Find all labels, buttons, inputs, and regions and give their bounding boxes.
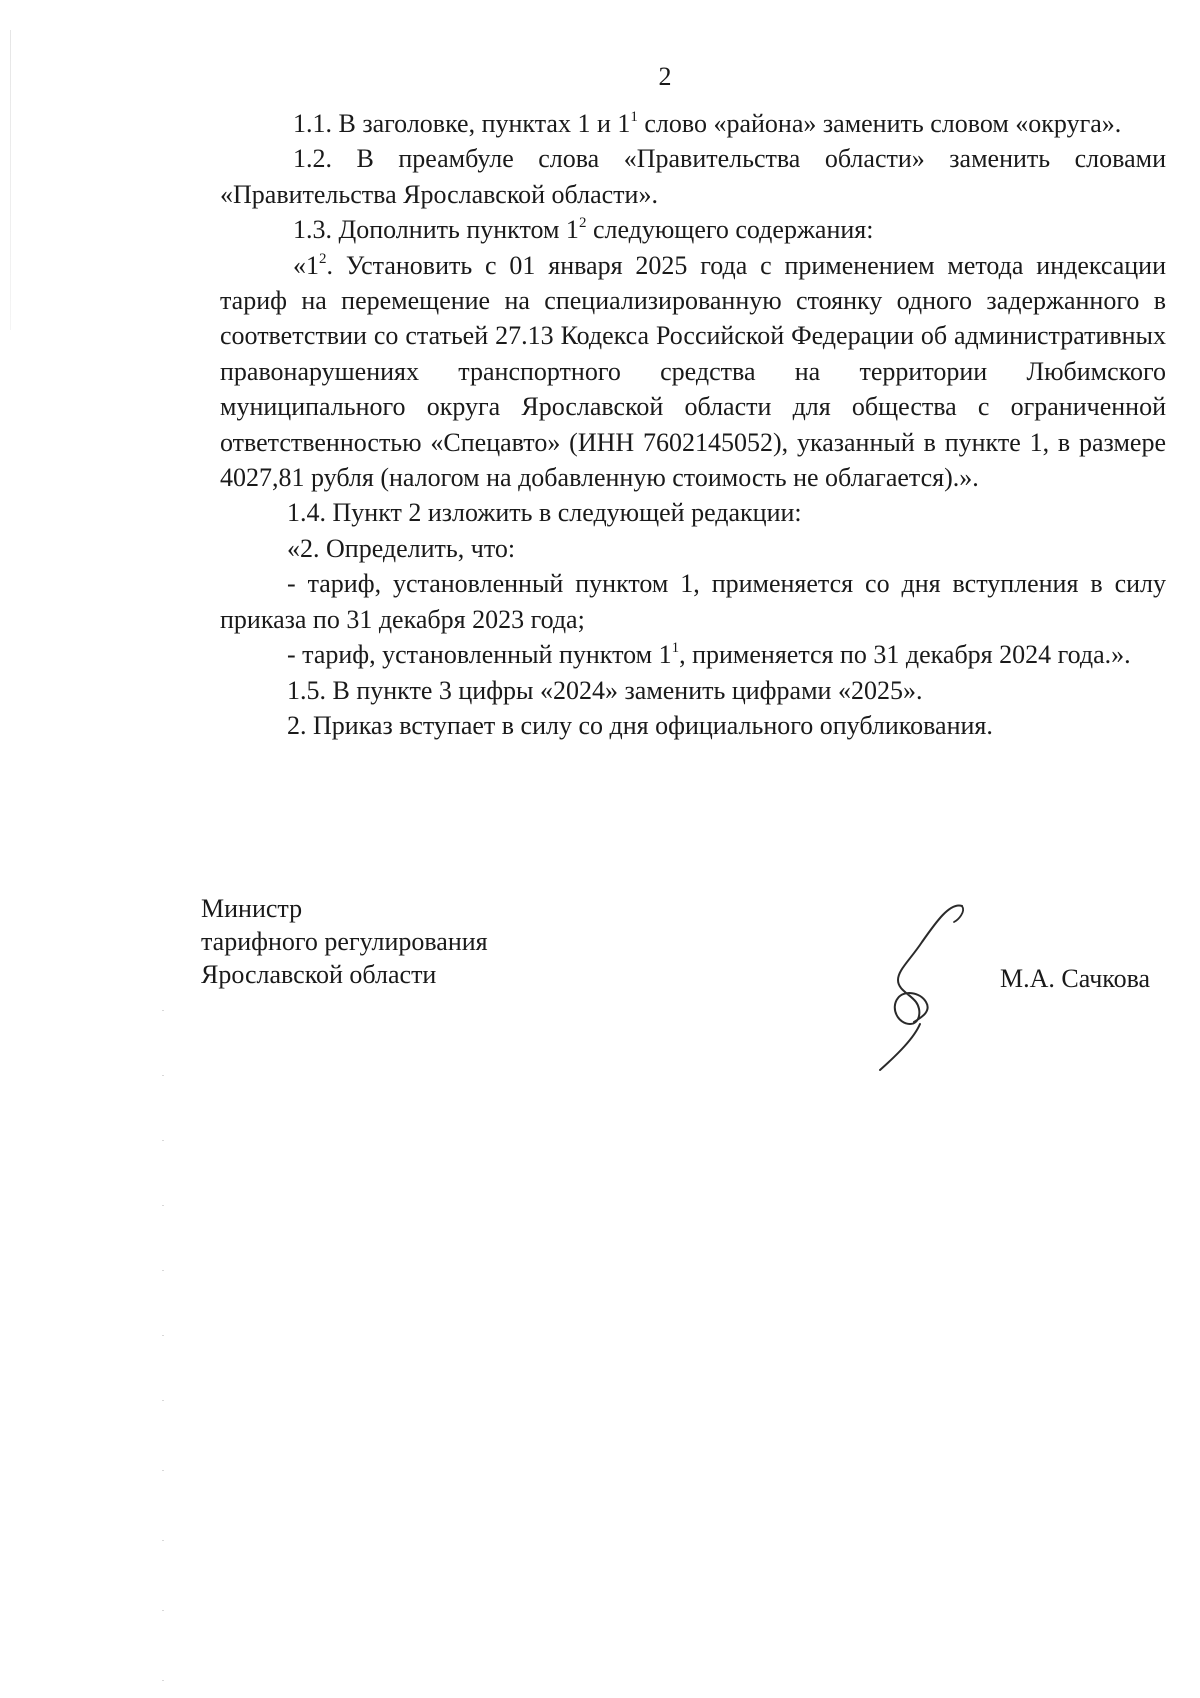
position-line-1: Министр: [201, 894, 303, 923]
page-number: 2: [658, 62, 672, 91]
item-1-5: 1.5. В пункте 3 цифры «2024» заменить цифрами «2025».: [287, 675, 923, 705]
item-1-3: 1.3. Дополнить пунктом $1^2$ следующего содержания:: [293, 215, 874, 245]
signatory-position: [201, 892, 488, 991]
item-1-2: 1.2. В преамбуле слова «Правительства области» заменить словами «Правительства Ярославской области».: [220, 144, 1166, 209]
handwritten-signature: [870, 898, 980, 1072]
signer-name: М.А. Сачкова: [1000, 964, 1151, 993]
order-body: [220, 106, 1166, 743]
item-1-4: 1.4. Пункт 2 изложить в следующей редакции:: [287, 498, 802, 528]
item-1-4-dash-1: - тариф, установленный пунктом 1, применяется со дня вступления в силу приказа по 31 декабря 2023 года;: [220, 569, 1166, 634]
item-1-4-dash-2: - тариф, установленный пунктом $1^1$, применяется по 31 декабря 2024 года.».: [287, 640, 1131, 670]
position-line-2: тарифного регулирования: [201, 927, 488, 956]
item-2: 2. Приказ вступает в силу со дня официального опубликования.: [287, 710, 993, 740]
item-1-1: 1.1. В заголовке, пунктах 1 и $1^1$ слово «района» заменить словом «округа».: [293, 109, 1122, 138]
position-line-3: Ярославской области: [201, 960, 437, 989]
item-1-3-quote: «$1^2$. Установить с 01 января 2025 года с применением метода индексации тариф на перемещение на специализированную стоянку одного задержанного в соответствии со статьей 27.13 Кодекса Российской Федерации об административных правонарушениях транспортного средства на территории Любимского муниципального округа Ярославской области для общества с ограниченной ответственностью «Спецавто» (ИНН 7602145052), указанный в пункте 1, в размере 4027,81 рубля (налогом на добавленную стоимость не облагается).».: [220, 250, 1166, 493]
item-1-4-quote: «2. Определить, что:: [287, 533, 516, 563]
